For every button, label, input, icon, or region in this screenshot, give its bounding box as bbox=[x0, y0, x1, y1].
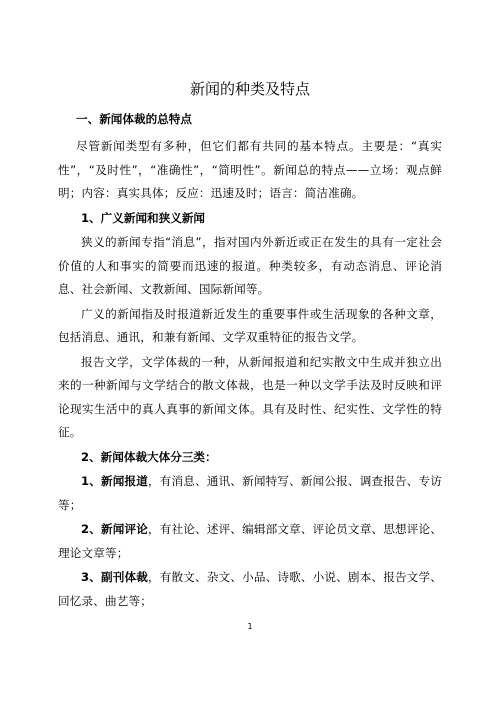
paragraph-broad-news: 广义的新闻指及时报道新近发生的重要事件或生活现象的各种文章，包括消息、通讯，和兼有新闻、文学双重特征的报告文学。 bbox=[58, 306, 442, 344]
paragraph-reportage: 报告文学，文学体裁的一种，从新闻报道和纪实散文中生成并独立出来的一种新闻与文学结合的散文体裁，也是一种以文学手法及时反映和评论现实生活中的真人真事的新闻文体。具有及时性、纪实性、文学性的特征。 bbox=[58, 354, 442, 439]
category-news-report bbox=[58, 470, 442, 517]
section-heading-general-features: 一、新闻体裁的总特点 bbox=[76, 112, 192, 126]
paragraph-general-features: 尽管新闻类型有多种，但它们都有共同的基本特点。主要是：“真实性”，“及时性”，“准确性”，“简明性”。新闻总的特点——立场：观点鲜明；内容：真实具体；反应：迅速及时；语言：简洁准确。 bbox=[58, 139, 442, 200]
paragraph-narrow-news: 狭义的新闻专指“消息”，指对国内外新近或正在发生的具有一定社会价值的人和事实的简要而迅速的报道。种类较多，有动态消息、评论消息、社会新闻、文教新闻、国际新闻等。 bbox=[58, 235, 442, 296]
category-text: ，有散文、杂文、小品、诗歌、小说、剧本、报告文学、回忆录、曲艺等； bbox=[58, 570, 442, 608]
category-supplement-genres bbox=[58, 566, 442, 613]
subheading-broad-narrow-news: 1、广义新闻和狭义新闻 bbox=[81, 210, 206, 225]
subheading-three-categories: 2、新闻体裁大体分三类： bbox=[81, 449, 217, 464]
category-text: ，有消息、通讯、新闻特写、新闻公报、调查报告、专访等； bbox=[58, 474, 442, 512]
document-title: 新闻的种类及特点 bbox=[189, 80, 310, 98]
category-text: ，有社论、述评、编辑部文章、评论员文章、思想评论、理论文章等； bbox=[58, 522, 442, 560]
category-label: 1、新闻报道 bbox=[81, 474, 149, 488]
page-number: 1 bbox=[247, 622, 253, 631]
category-label: 2、新闻评论 bbox=[81, 522, 149, 536]
category-news-commentary bbox=[58, 518, 442, 565]
category-label: 3、副刊体裁 bbox=[81, 570, 149, 584]
